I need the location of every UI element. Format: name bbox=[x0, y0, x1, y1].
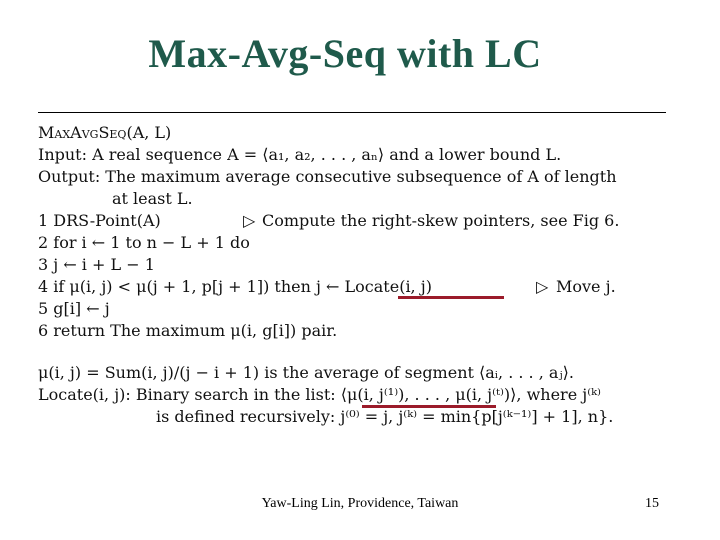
step-4-comment: Move j. bbox=[556, 277, 616, 296]
algorithm-output-line2: at least L. bbox=[112, 189, 193, 208]
step-1-comment: Compute the right-skew pointers, see Fig 6. bbox=[262, 211, 620, 230]
locate-highlight-underline bbox=[398, 296, 504, 299]
algorithm-step-3: 3 j ← i + L − 1 bbox=[38, 255, 155, 274]
triangle-right-icon: ▷ bbox=[243, 211, 256, 230]
slide-title: Max-Avg-Seq with LC bbox=[148, 31, 542, 76]
list-highlight-underline bbox=[362, 405, 496, 408]
algorithm-figure bbox=[38, 122, 666, 440]
definition-mu: μ(i, j) = Sum(i, j)/(j − i + 1) is the average of segment ⟨aᵢ, . . . , aⱼ⟩. bbox=[38, 363, 574, 382]
algorithm-input: Input: A real sequence A = ⟨a₁, a₂, . . . , aₙ⟩ and a lower bound L. bbox=[38, 145, 562, 164]
step-1-text: 1 DRS-Point(A) bbox=[38, 211, 161, 230]
algorithm-header: MaxAvgSeq(A, L) bbox=[38, 123, 172, 142]
algorithm-step-4 bbox=[38, 276, 666, 298]
algorithm-output-line1: Output: The maximum average consecutive subsequence of A of length bbox=[38, 167, 617, 186]
algorithm-top-rule bbox=[38, 112, 666, 113]
footer-text: Yaw-Ling Lin, Providence, Taiwan bbox=[261, 496, 459, 511]
algorithm-step-2: 2 for i ← 1 to n − L + 1 do bbox=[38, 233, 250, 252]
triangle-right-icon: ▷ bbox=[536, 277, 549, 296]
definition-locate-line1: Locate(i, j): Binary search in the list: ⟨μ(i, j⁽¹⁾), . . . , μ(i, j⁽ᵗ⁾)⟩, where j⁽ᵏ⁾ bbox=[38, 385, 601, 404]
algorithm-step-1 bbox=[38, 210, 666, 232]
definition-locate-line2: is defined recursively: j⁽⁰⁾ = j, j⁽ᵏ⁾ = min{p[j⁽ᵏ⁻¹⁾] + 1], n}. bbox=[156, 407, 614, 426]
algorithm-step-6: 6 return The maximum μ(i, g[i]) pair. bbox=[38, 321, 338, 340]
algorithm-step-5: 5 g[i] ← j bbox=[38, 299, 110, 318]
step-4-text: 4 if μ(i, j) < μ(j + 1, p[j + 1]) then j ← Locate(i, j) bbox=[38, 277, 432, 296]
page-number: 15 bbox=[645, 496, 659, 511]
